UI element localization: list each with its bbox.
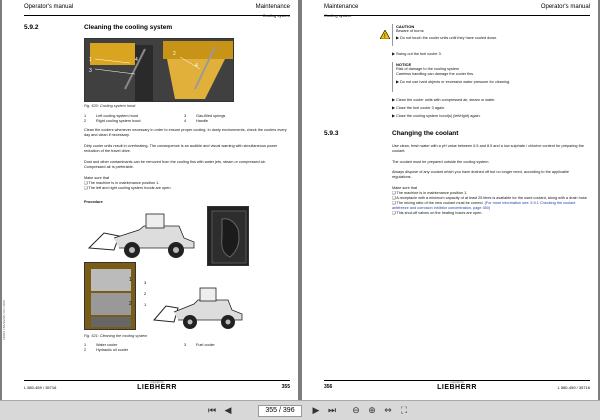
- loader-diagram-2: [150, 284, 250, 332]
- notice-subtitle-2: Careless handling can damage the cooler fins.: [396, 72, 475, 76]
- callout-1: 1: [144, 302, 147, 307]
- right-page: [302, 0, 598, 400]
- liebherr-logo: LIEBHERR: [137, 384, 177, 391]
- caution-title: CAUTION: [396, 24, 415, 29]
- cooling-hood-photo: [84, 38, 234, 102]
- last-page-icon[interactable]: ⏭: [327, 406, 337, 416]
- svg-text:2: 2: [173, 51, 176, 57]
- page-header: [24, 2, 290, 16]
- notice-subtitle: Risk of damage to the cooling system: [396, 67, 460, 71]
- page-number-input[interactable]: 355 / 396: [258, 405, 302, 417]
- fullscreen-icon[interactable]: ⛶: [400, 406, 408, 416]
- first-page-icon[interactable]: ⏮: [207, 406, 217, 416]
- procedure-heading: Procedure: [84, 200, 103, 204]
- make-sure-label: Make sure that: [84, 176, 110, 180]
- cooler-photo-2: [84, 262, 136, 330]
- notice-title: NOTICE: [396, 62, 412, 67]
- pdf-toolbar: [0, 400, 600, 420]
- notice-item: ▶ Do not use hard objects or excessive water pressure for cleaning.: [396, 80, 511, 84]
- copyright: copyright by: [150, 381, 164, 384]
- fit-width-icon[interactable]: ⇔: [384, 406, 392, 416]
- loader-diagram-1: [84, 208, 204, 260]
- page-footer: [24, 380, 290, 394]
- checklist: ❑ The machine is in maintenance position 1. ❑ A receptacle with a minimum capacity of at least 25 litres is available for the used coolant, along with a drain hose. ❑ The mixing ratio of the new coolant must be correct. (For more information see: 5.9.1 Checking the coolant antifreeze and corrosion inhibitor concentration, page 350) ❑ This shut-off valves on the heating hoses are open.: [392, 191, 588, 215]
- paragraph-3: Dust and other contaminants can be removed from the cooling fins with water jets, steam or compressed air. Compressed air is preferable.: [84, 160, 266, 169]
- page-header: [324, 2, 590, 16]
- prev-page-icon[interactable]: ◀: [224, 406, 232, 416]
- paragraph-1: Clean the coolers whenever necessary in order to ensure proper cooling. In dusty environments, check the coolers every day and clean if necessary.: [84, 128, 287, 137]
- svg-text:4: 4: [135, 57, 138, 63]
- checklist: ❑ The machine is in maintenance position 1. ❑ The left and right cooling system hoods are open.: [84, 181, 172, 190]
- svg-text:!: !: [384, 34, 386, 39]
- paragraph-2: The coolant must be prepared outside the cooling system.: [392, 160, 490, 164]
- figure-caption-2: Fig. 521: Cleaning the cooling system: [84, 334, 148, 338]
- header-sub: Cooling system: [262, 13, 290, 18]
- callout-3: 3: [144, 280, 147, 285]
- steps-list: ▶ Clean the cooler units with compressed air, steam or water. ▶ Close the fuel cooler 3 again. ▶ Close the cooling system hood(s) (left/right) again.: [392, 98, 496, 118]
- section-title: Cleaning the cooling system: [84, 24, 173, 31]
- svg-text:4: 4: [195, 63, 198, 69]
- copyright: copyright by: [450, 381, 464, 384]
- page-number: 356: [324, 384, 333, 390]
- section-number: 5.9.3: [324, 130, 339, 137]
- legend-1: 1 Left cooling system hood 3 Gas-filled springs 2 Right cooling system hood 4 Handle: [84, 114, 226, 123]
- figure-caption-1: Fig. 520: Cooling system hood: [84, 104, 136, 108]
- page-number: 355: [281, 384, 290, 390]
- make-sure-label: Make sure that: [392, 186, 418, 190]
- svg-text:1: 1: [129, 277, 132, 283]
- header-right: Maintenance: [255, 4, 290, 10]
- next-page-icon[interactable]: ▶: [312, 406, 320, 416]
- section-number: 5.9.2: [24, 24, 39, 31]
- cross-reference-link[interactable]: (For more information see: 5.9.1 Checking the coolant antifreeze and corrosion inhibitor concentration, page 350): [392, 201, 576, 210]
- header-right: Operator's manual: [540, 4, 590, 10]
- liebherr-logo: LIEBHERR: [437, 384, 477, 391]
- warning-icon: [380, 26, 390, 39]
- callout-2: 2: [144, 291, 147, 296]
- left-page: [2, 0, 298, 400]
- zoom-in-icon[interactable]: ⊕: [368, 406, 376, 416]
- header-left: Maintenance: [324, 4, 359, 10]
- side-reference: L580/1 / BA/3/2/38 / 03 / 2015: [2, 300, 6, 340]
- header-left: Operator's manual: [24, 4, 74, 10]
- step-swing: ▶ Swing out the fuel cooler 3.: [392, 52, 442, 56]
- page-footer: [324, 380, 590, 394]
- header-sub: Cooling system: [324, 13, 352, 18]
- paragraph-2: Dirty cooler units result in overheating. The consequence is an audible and visual warning with simultaneous power reduction of the travel drive.: [84, 144, 278, 153]
- footer-doc-id: L 580-459 / 35716: [557, 385, 590, 390]
- legend-2: 1 Water cooler 3 Fuel cooler 2 Hydraulic oil cooler: [84, 343, 215, 352]
- paragraph-1: Use clean, fresh water with a pH value between 6.5 and 8.5 and a low sulphate / chlorine content for preparing the coolant.: [392, 144, 584, 153]
- paragraph-3: Always dispose of any coolant which you have drained off but no longer need, according to the applicable regulations.: [392, 170, 570, 179]
- caution-subtitle: Beware of burns: [396, 29, 424, 33]
- zoom-out-icon[interactable]: ⊖: [352, 406, 360, 416]
- caution-item: ▶ Do not touch the cooler units until they have cooled down.: [396, 36, 498, 40]
- svg-text:2: 2: [129, 301, 132, 307]
- footer-doc-id: L 580-459 / 35716: [24, 385, 57, 390]
- svg-text:3: 3: [89, 68, 92, 74]
- cooler-photo-1: [207, 206, 249, 266]
- section-title: Changing the coolant: [392, 130, 459, 137]
- svg-text:1: 1: [89, 57, 92, 63]
